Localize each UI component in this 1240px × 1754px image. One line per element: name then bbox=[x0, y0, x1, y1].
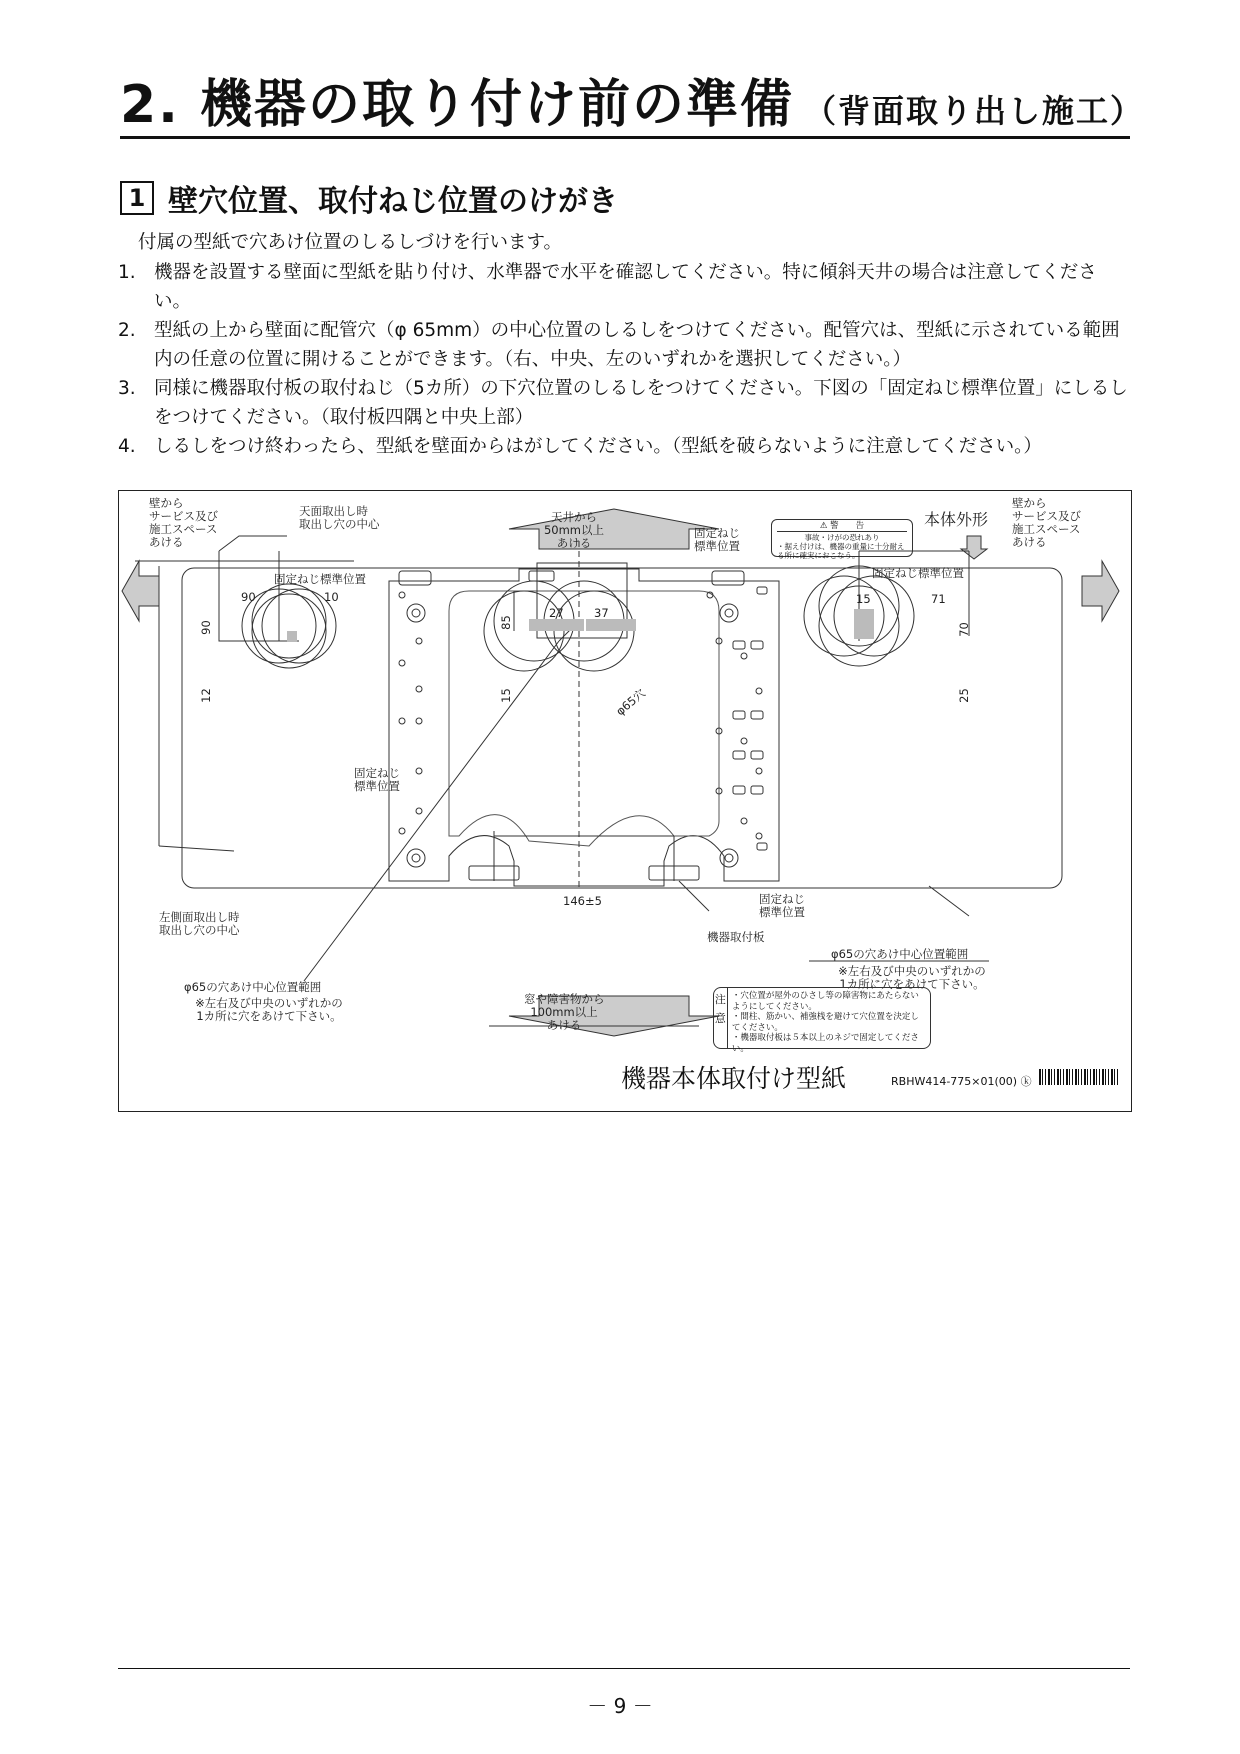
step-text: 同様に機器取付板の取付ねじ（5カ所）の下穴位置のしるしをつけてください。下図の「固定ねじ標準位置」にしるしをつけてください。（取付板四隅と中央上部） bbox=[154, 378, 1128, 428]
screw-std-top-label bbox=[694, 527, 740, 553]
dim-15b: 15 bbox=[856, 592, 871, 606]
dim-146: 146±5 bbox=[563, 894, 602, 908]
dim-15a: 15 bbox=[498, 688, 513, 703]
title-divider bbox=[120, 136, 1130, 139]
caution-head bbox=[714, 988, 728, 1048]
window-clearance-text: 窓や障害物から 100mm以上 あける bbox=[524, 992, 605, 1032]
caution-line2: ・間柱、筋かい、補強桟を避けて穴位置を決定してください。 bbox=[731, 1012, 919, 1033]
top-center-text: 天面取出し時 取出し穴の中心 bbox=[299, 504, 380, 531]
page-title bbox=[120, 62, 1144, 137]
step-text: しるしをつけ終わったら、型紙を壁面からはがしてください。（型紙を破らないように注意してください。） bbox=[154, 436, 1042, 457]
ceiling-clearance-text: 天井から 50mm以上 あける bbox=[543, 510, 605, 550]
footer-divider bbox=[118, 1668, 1130, 1669]
dim-71: 71 bbox=[931, 592, 946, 606]
caution-head-text: 注 意 bbox=[714, 993, 726, 1025]
right-service-text: 壁から サービス及び 施工スペース あける bbox=[1012, 496, 1081, 549]
barcode-icon bbox=[1039, 1069, 1119, 1085]
step-text: 機器を設置する壁面に型紙を貼り付け、水準器で水平を確認してください。特に傾斜天井の場合は注意してください。 bbox=[154, 262, 1097, 312]
step-text: 型紙の上から壁面に配管穴（φ 65mm）の中心位置のしるしをつけてください。配管穴は、型紙に示されている範囲内の任意の位置に開けることができます。（右、中央、左のいずれかを選択してください。） bbox=[154, 320, 1120, 370]
screw-std-bottom-label bbox=[759, 893, 805, 919]
left-side-center-text: 左側面取出し時 取出し穴の中心 bbox=[159, 910, 240, 937]
page-number: － 9 － bbox=[587, 1694, 653, 1718]
phi65-label: φ65穴 bbox=[613, 685, 648, 719]
dim-37: 37 bbox=[594, 606, 609, 620]
section-heading bbox=[120, 176, 618, 220]
hole-range-left-note bbox=[184, 997, 354, 1023]
step-number: 1. bbox=[118, 262, 136, 283]
template-code: RBHW414-775×01(00) ⓚ bbox=[891, 1075, 1032, 1088]
steps-list bbox=[118, 258, 1130, 461]
dim-25: 25 bbox=[956, 688, 971, 703]
caution-body bbox=[728, 988, 930, 1054]
body-outline-label: 本体外形 bbox=[924, 510, 989, 529]
page-title-main: 2. 機器の取り付け前の準備 bbox=[120, 75, 795, 135]
screw-std-bottom-text: 固定ねじ 標準位置 bbox=[759, 892, 805, 919]
screw-std-mid-text: 固定ねじ 標準位置 bbox=[354, 766, 400, 793]
hole-range-right-note-text: ※左右及び中央のいずれかの 1カ所に穴をあけて下さい。 bbox=[838, 964, 986, 991]
step-item bbox=[118, 316, 1130, 374]
warning-box bbox=[771, 519, 913, 560]
screw-std-mid-label bbox=[354, 767, 400, 793]
step-number: 3. bbox=[118, 378, 136, 399]
screw-std-top-text: 固定ねじ 標準位置 bbox=[694, 526, 740, 553]
step-item bbox=[118, 374, 1130, 432]
template-title: 機器本体取付け型紙 bbox=[621, 1064, 847, 1093]
window-clearance-label bbox=[524, 993, 604, 1032]
mounting-template-figure bbox=[118, 490, 1132, 1112]
warning-line2: ・据え付けは、機器の重量に十分耐える所に確実におこなう。 bbox=[777, 542, 905, 560]
dim-90a: 90 bbox=[241, 590, 256, 604]
caution-box bbox=[713, 987, 931, 1054]
step-item bbox=[118, 432, 1130, 461]
section-title: 壁穴位置、取付ねじ位置のけがき bbox=[168, 184, 618, 219]
dim-90b: 90 bbox=[198, 620, 213, 635]
ceiling-clearance-label bbox=[539, 511, 609, 550]
dim-27: 27 bbox=[549, 606, 564, 620]
hole-range-left-label: φ65の穴あけ中心位置範囲 bbox=[184, 980, 322, 994]
hole-range-right-label: φ65の穴あけ中心位置範囲 bbox=[831, 947, 969, 961]
dim-12: 12 bbox=[198, 688, 213, 703]
screw-std-left-label: 固定ねじ標準位置 bbox=[274, 572, 366, 586]
warning-line1: 事故・けがの恐れあり bbox=[804, 533, 880, 542]
dim-85: 85 bbox=[498, 615, 513, 630]
right-service-label bbox=[1012, 497, 1081, 549]
step-number: 2. bbox=[118, 320, 136, 341]
left-service-text: 壁から サービス及び 施工スペース あける bbox=[149, 496, 218, 549]
left-service-label bbox=[149, 497, 218, 549]
caution-line1: ・穴位置が屋外のひさし等の障害物にあたらないようにしてください。 bbox=[731, 991, 919, 1012]
warning-head: ⚠ 警 告 bbox=[777, 522, 907, 532]
top-center-label bbox=[299, 505, 380, 531]
hole-range-left-note-text: ※左右及び中央のいずれかの 1カ所に穴をあけて下さい。 bbox=[195, 996, 343, 1023]
page-title-sub: （背面取り出し施工） bbox=[804, 92, 1145, 130]
left-side-center-label bbox=[159, 911, 240, 937]
screw-std-right-label: 固定ねじ標準位置 bbox=[872, 566, 964, 580]
dim-70: 70 bbox=[956, 622, 971, 637]
section-number: 1 bbox=[120, 181, 154, 215]
step-item bbox=[118, 258, 1130, 316]
dim-10: 10 bbox=[324, 590, 339, 604]
caution-line3: ・機器取付板は５本以上のネジで固定してください。 bbox=[731, 1033, 919, 1054]
step-number: 4. bbox=[118, 436, 136, 457]
mount-plate-label: 機器取付板 bbox=[707, 930, 765, 944]
intro-text: 付属の型紙で穴あけ位置のしるしづけを行います。 bbox=[138, 232, 563, 253]
